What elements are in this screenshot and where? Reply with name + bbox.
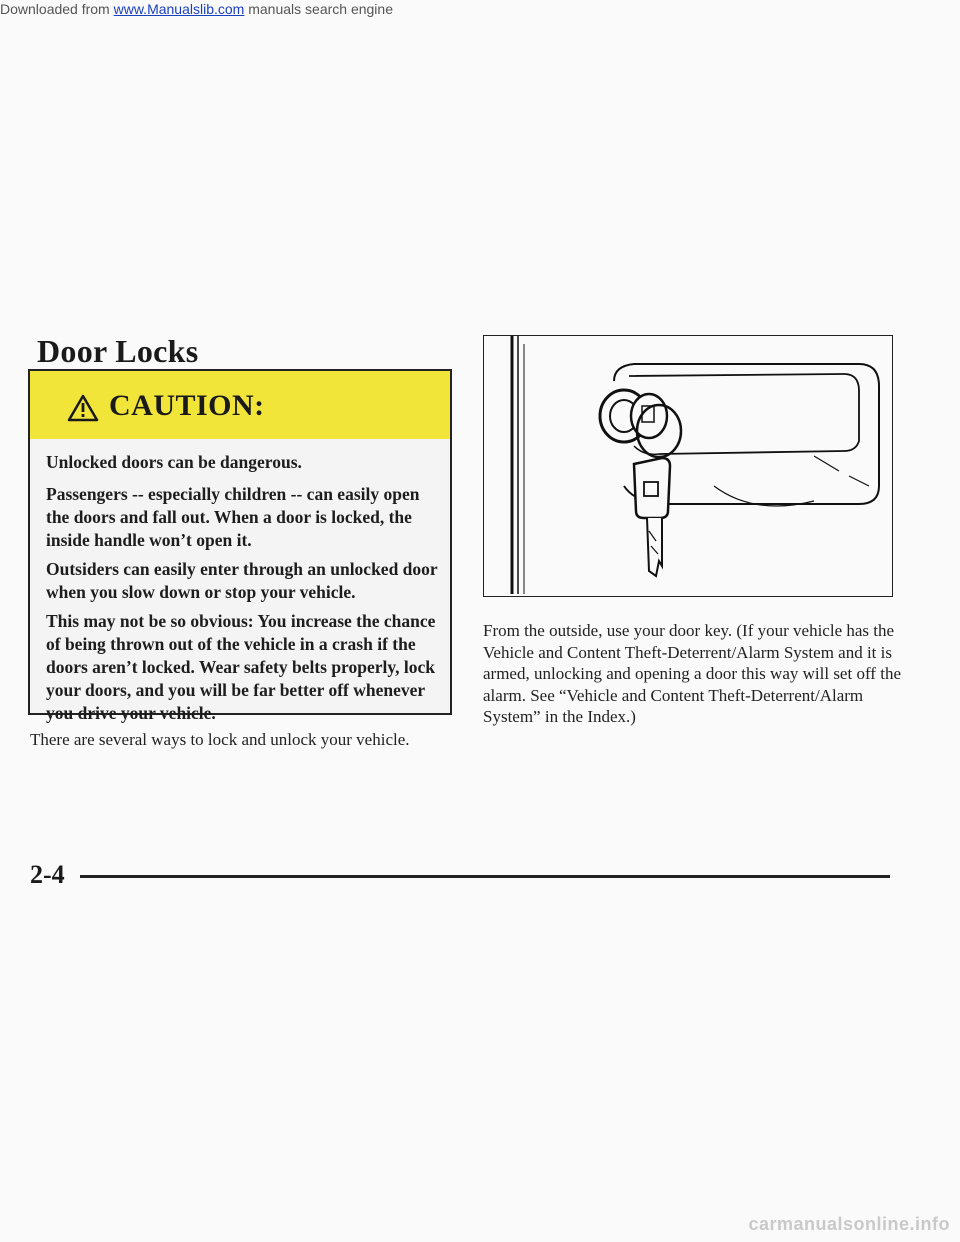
caution-paragraph: This may not be so obvious: You increase the chance of being thrown out of the vehicle in a crash if the doors aren’t locked. Wear safety belts properly, lock your doors, and you will be far better off whenever you drive your vehicle. xyxy=(46,611,436,723)
intro-paragraph: There are several ways to lock and unlock your vehicle. xyxy=(30,730,410,749)
caution-paragraph: Unlocked doors can be dangerous. xyxy=(46,452,302,472)
caution-body xyxy=(46,451,441,731)
banner-prefix: Downloaded from xyxy=(0,1,110,17)
download-banner xyxy=(0,0,960,18)
warning-triangle-icon xyxy=(67,394,99,422)
caution-header xyxy=(30,371,450,439)
manualslib-link[interactable]: www.Manualslib.com xyxy=(113,1,245,17)
caution-paragraph: Passengers -- especially children -- can easily open the doors and fall out. When a door is locked, the inside handle won’t open it. xyxy=(46,484,420,550)
door-key-illustration xyxy=(483,335,893,597)
key-instructions-paragraph: From the outside, use your door key. (If your vehicle has the Vehicle and Content Theft-Deterrent/Alarm System and it is armed, unlocking and opening a door this way will set off the alarm. See “Vehicle and Content Theft-Deterrent/Alarm System” in the Index.) xyxy=(483,621,901,726)
door-handle-key-drawing xyxy=(484,336,892,596)
banner-suffix: manuals search engine xyxy=(248,1,393,17)
page-title: Door Locks xyxy=(37,333,199,369)
caution-label: CAUTION: xyxy=(109,389,265,422)
page-number: 2-4 xyxy=(30,860,65,889)
caution-box xyxy=(28,369,452,723)
footer-rule xyxy=(80,875,890,878)
caution-paragraph: Outsiders can easily enter through an unlocked door when you slow down or stop your vehicle. xyxy=(46,559,438,602)
site-watermark: carmanualsonline.info xyxy=(748,1214,950,1234)
